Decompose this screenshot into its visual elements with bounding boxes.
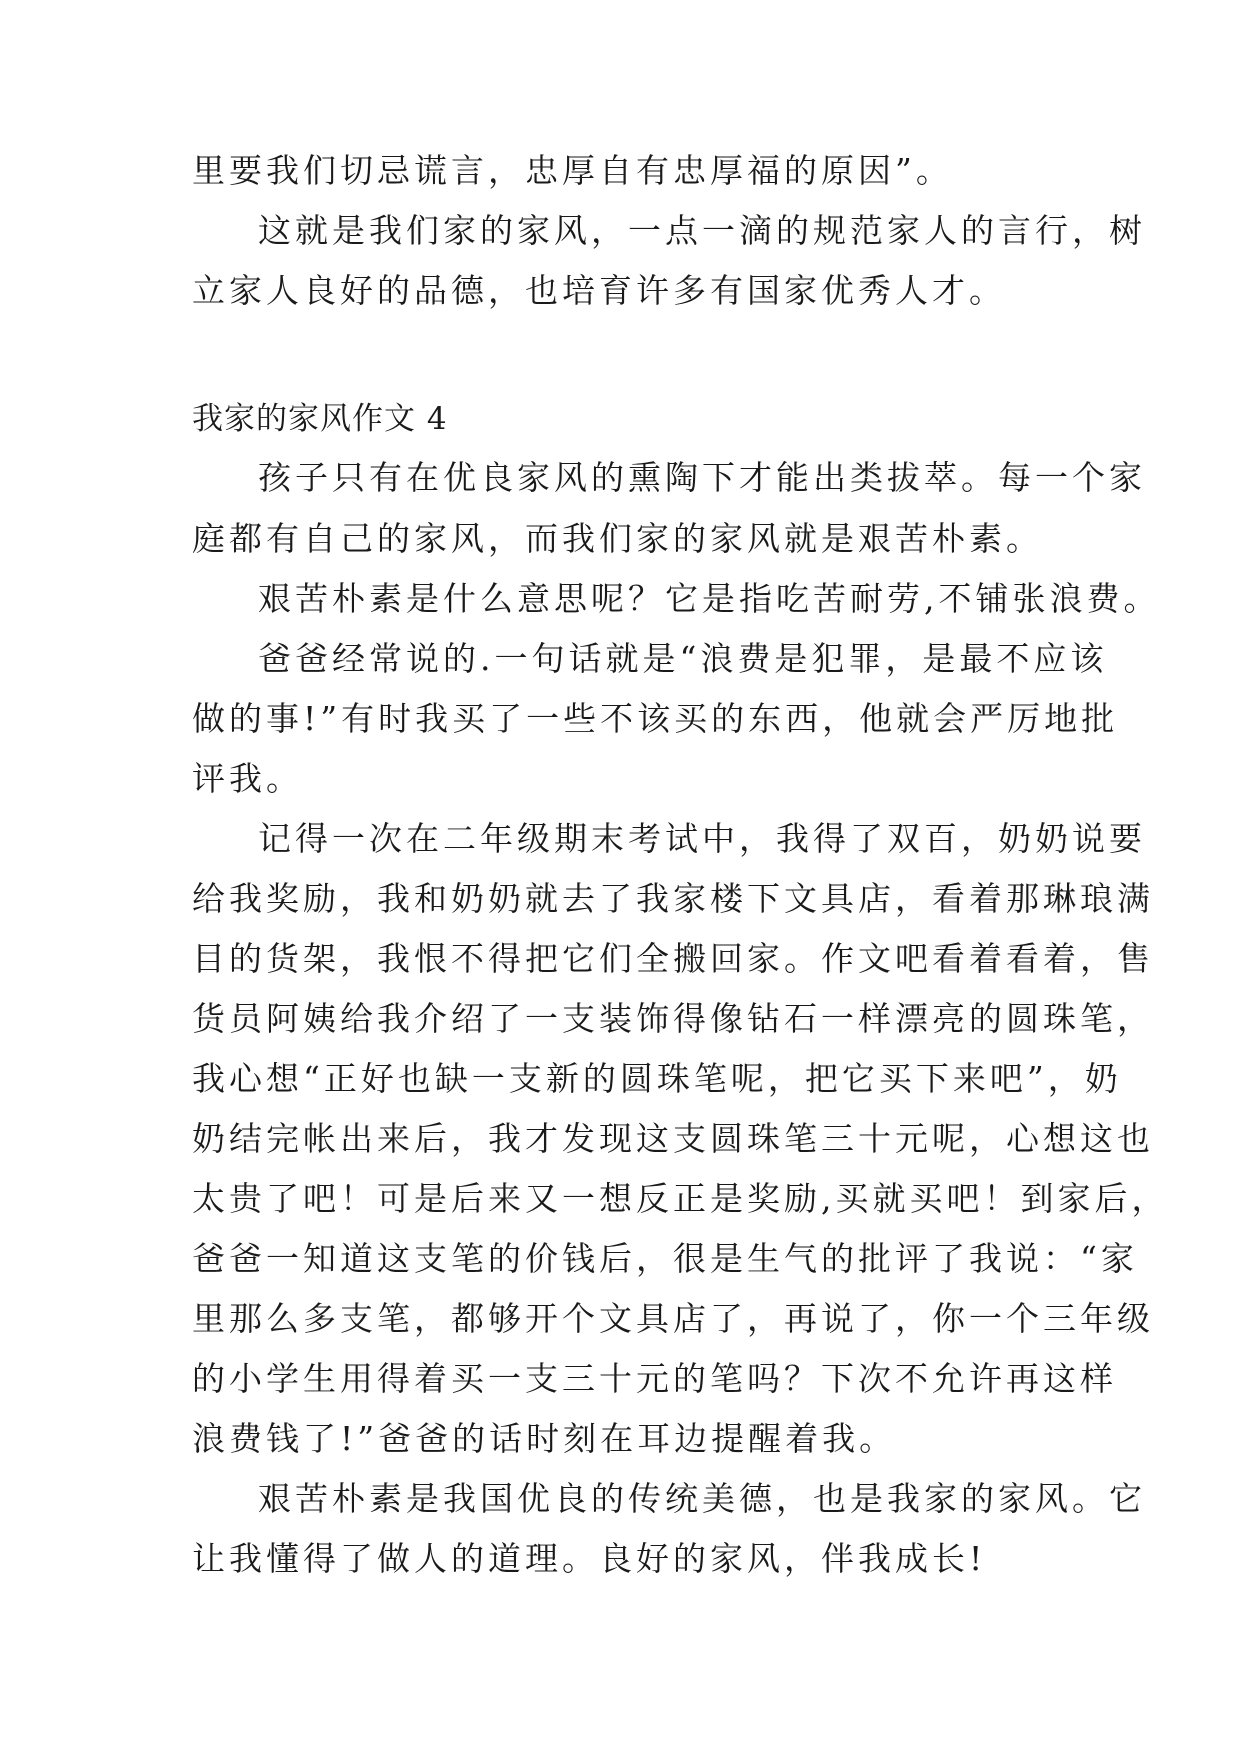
text-line-7: 艰苦朴素是什么意思呢？它是指吃苦耐劳,不铺张浪费。: [258, 579, 1161, 618]
text-line-14: 货员阿姨给我介绍了一支装饰得像钻石一样漂亮的圆珠笔，: [192, 999, 1154, 1038]
text-line-18: 爸爸一知道这支笔的价钱后，很是生气的批评了我说：“家: [192, 1239, 1138, 1278]
text-line-22: 艰苦朴素是我国优良的传统美德，也是我家的家风。它: [258, 1479, 1146, 1518]
text-line-6: 庭都有自己的家风，而我们家的家风就是艰苦朴素。: [192, 519, 1043, 558]
text-line-17: 太贵了吧！可是后来又一想反正是奖励,买就买吧！到家后，: [192, 1179, 1169, 1218]
text-line-2: 这就是我们家的家风，一点一滴的规范家人的言行，树: [258, 211, 1146, 250]
text-line-3: 立家人良好的品德，也培育许多有国家优秀人才。: [192, 271, 1006, 310]
text-line-20: 的小学生用得着买一支三十元的笔吗？下次不允许再这样: [192, 1359, 1117, 1398]
text-line-8: 爸爸经常说的.一句话就是“浪费是犯罪，是最不应该: [258, 639, 1108, 678]
text-line-5: 孩子只有在优良家风的熏陶下才能出类拔萃。每一个家: [258, 458, 1146, 497]
text-line-12: 给我奖励，我和奶奶就去了我家楼下文具店，看着那琳琅满: [192, 879, 1154, 918]
text-line-19: 里那么多支笔，都够开个文具店了，再说了，你一个三年级: [192, 1299, 1154, 1338]
text-line-15: 我心想“正好也缺一支新的圆珠笔呢，把它买下来吧”，奶: [192, 1059, 1122, 1098]
text-line-13: 目的货架，我恨不得把它们全搬回家。作文吧看着看着，售: [192, 939, 1154, 978]
text-line-21: 浪费钱了!”爸爸的话时刻在耳边提醒着我。: [192, 1419, 897, 1458]
text-line-16: 奶结完帐出来后，我才发现这支圆珠笔三十元呢，心想这也: [192, 1119, 1154, 1158]
text-line-23: 让我懂得了做人的道理。良好的家风，伴我成长!: [192, 1539, 987, 1578]
text-line-1: 里要我们切忌谎言，忠厚自有忠厚福的原因”。: [192, 151, 953, 190]
text-line-10: 评我。: [192, 759, 303, 798]
text-line-11: 记得一次在二年级期末考试中，我得了双百，奶奶说要: [258, 819, 1146, 858]
text-line-9: 做的事!”有时我买了一些不该买的东西，他就会严厉地批: [192, 699, 1119, 738]
section-heading: 我家的家风作文 4: [192, 401, 448, 437]
